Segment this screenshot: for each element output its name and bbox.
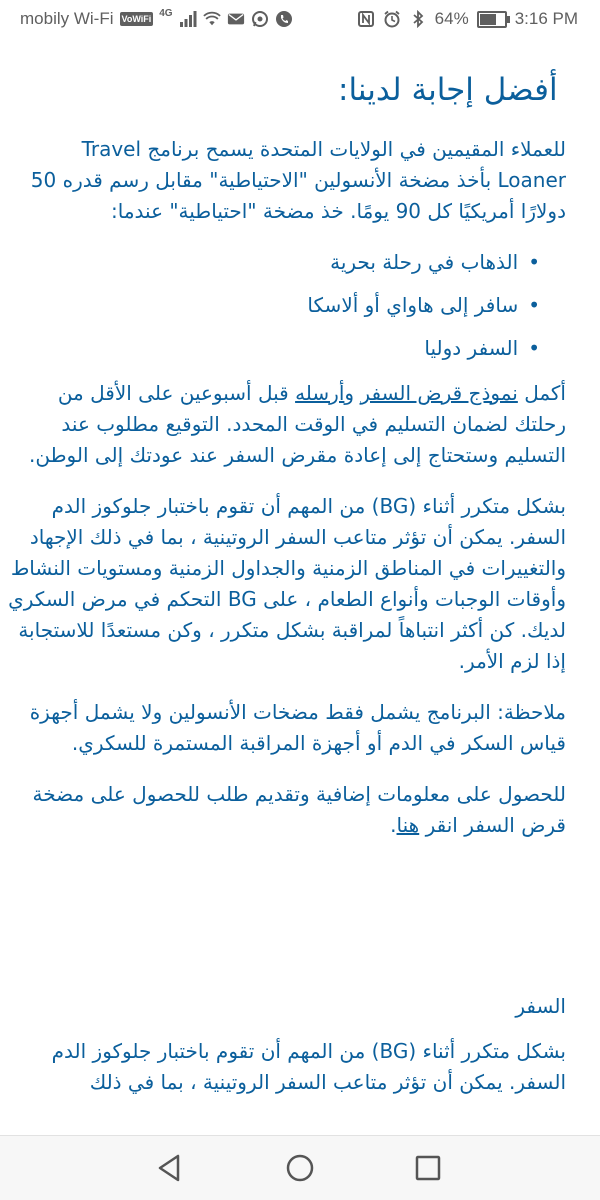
nfc-icon [357,10,375,28]
click-here-link[interactable]: هنا [396,813,420,837]
status-bar [0,0,600,40]
travel-loaner-brand: Travel Loaner [81,137,566,192]
recents-square-icon[interactable] [410,1150,446,1186]
intro-text-1: للعملاء المقيمين في الولايات المتحدة يسمح برنامج [141,137,566,161]
list-item: • الذهاب في رحلة بحرية [8,247,540,278]
whatsapp-icon [251,10,269,28]
bg-testing-paragraph: بشكل متكرر أثناء (BG) من المهم أن تقوم باختبار جلوكوز الدم السفر. يمكن أن تؤثر متاعب السفر الروتينية ، بما في ذلك الإجهاد والتغييرات في المناطق الزمنية والجداول الزمنية ومستويات النشاط وأوقات الوجبات وأنواع الطعام ، على BG التحكم في مرض السكري لديك. كن أكثر انتباهاً لمراقبة بشكل متكرر ، وكن مستعدًا للاستجابة إذا لزم الأمر. [8,494,566,673]
system-navigation-bar [0,1135,600,1200]
send-form-link[interactable]: أرسله [295,381,345,405]
form-text-pre: أكمل [517,381,566,405]
vowifi-badge: VoWiFi [121,14,152,24]
battery-level-fill [480,14,497,25]
intro-paragraph [8,134,566,227]
travel-loan-form-link[interactable]: نموذج قرض السفر [360,381,518,405]
article-scroll-area[interactable] [0,56,600,1136]
info-text-pre: للحصول على معلومات إضافية وتقديم طلب للحصول على مضخة قرض السفر انقر [32,782,566,837]
form-text-mid: و [344,381,361,405]
battery-icon [477,11,507,28]
list-item: • السفر دوليا [8,333,540,364]
trip-type-list [8,247,566,364]
travel-section-title: السفر [515,994,566,1018]
status-left [20,9,293,29]
form-paragraph [8,378,566,471]
bluetooth-icon [409,10,427,28]
status-right [357,9,578,29]
answer-heading: أفضل إجابة لدينا: [338,72,558,108]
info-text-post: . [390,813,397,837]
alarm-icon [383,10,401,28]
form-text-post: قبل أسبوعين على الأقل من رحلتك لضمان التسليم في الوقت المحدد. التوقيع مطلوب عند التسليم وستحتاج إلى إعادة مقرض السفر عند عودتك إلى الوطن. [29,381,566,467]
home-circle-icon[interactable] [282,1150,318,1186]
travel-section-paragraph: بشكل متكرر أثناء (BG) من المهم أن تقوم باختبار جلوكوز الدم السفر. يمكن أن تؤثر متاعب السفر الروتينية ، بما في ذلك [51,1039,566,1094]
answer-article [0,68,600,1098]
battery-percent: 64% [434,9,469,28]
wifi-icon [203,10,221,28]
carrier-label: mobily Wi-Fi [20,9,114,28]
network-type-label: 4G [159,7,173,19]
list-item: • سافر إلى هاواي أو ألاسكا [8,290,540,321]
intro-text-2: بأخذ مضخة الأنسولين "الاحتياطية" مقابل رسم قدره 50 دولارًا أمريكيًا كل 90 يومًا. خذ مضخة "احتياطية" عندما: [30,168,566,223]
more-info-paragraph [8,779,566,841]
clock-time: 3:16 PM [514,9,578,28]
back-triangle-icon[interactable] [152,1150,188,1186]
phone-call-icon [275,10,293,28]
mail-icon [227,10,245,28]
note-paragraph: ملاحظة: البرنامج يشمل فقط مضخات الأنسولين ولا يشمل أجهزة قياس السكر في الدم أو أجهزة المراقبة المستمرة للسكري. [29,700,566,755]
signal-icon [179,10,197,28]
